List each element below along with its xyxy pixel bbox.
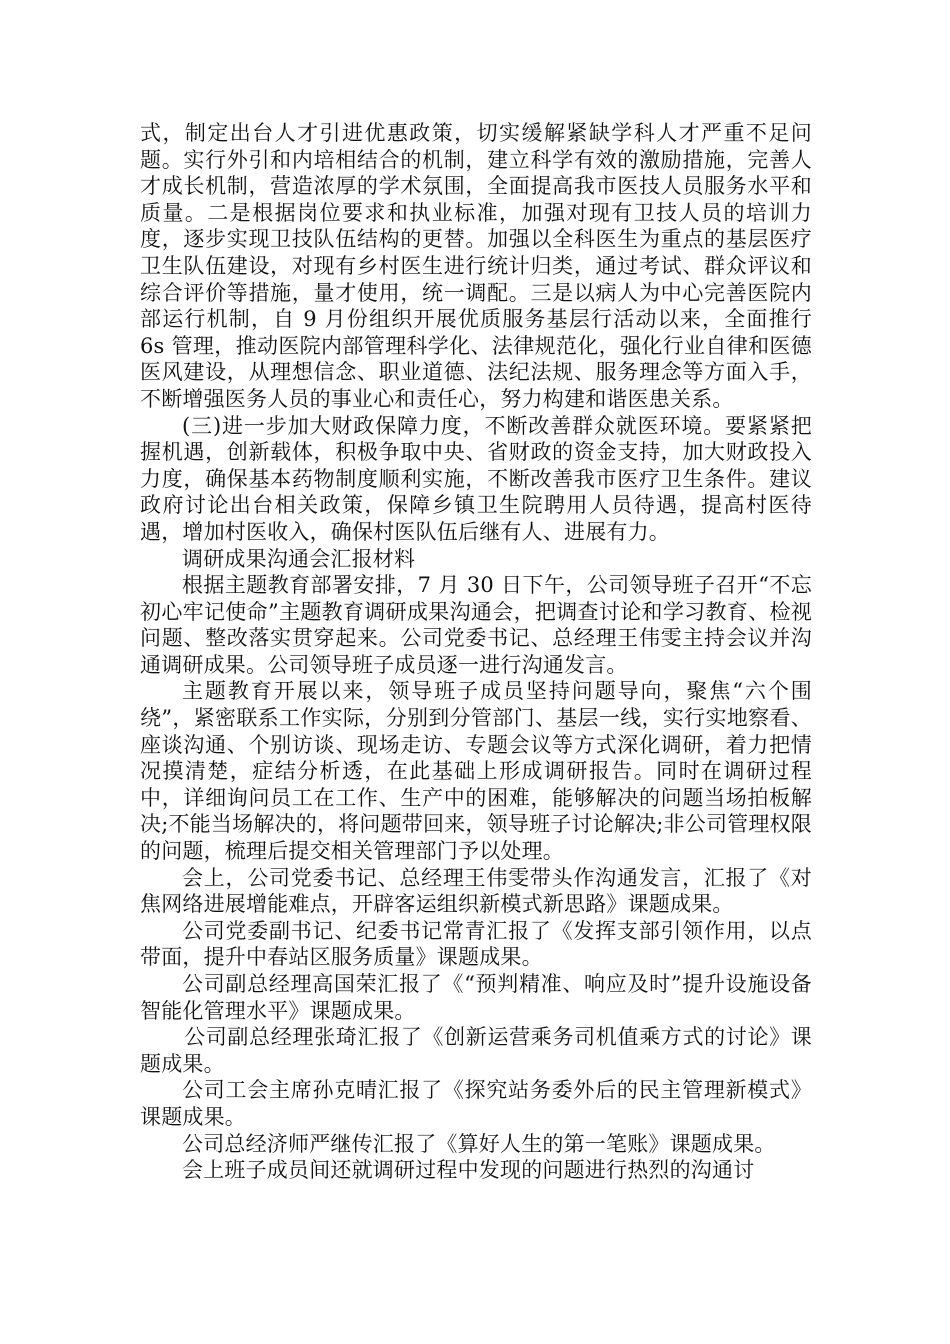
body-paragraph-9: 公司工会主席孙克晴汇报了《探究站务委外后的民主管理新模式》课题成果。 (140, 1078, 812, 1129)
body-paragraph-4: 主题教育开展以来，领导班子成员坚持问题导向，聚焦“六个围绕”，紧密联系工作实际，分别到分管部门、基层一线，实行实地察看、座谈沟通、个别访谈、现场走访、专题会议等方式深化调研，着力把情况摸清楚，症结分析透，在此基础上形成调研报告。同时在调研过程中，详细询问员工在工作、生产中的困难，能够解决的问题当场拍板解决;不能当场解决的，将问题带回来，领导班子讨论解决;非公司管理权限的问题，梳理后提交相关管理部门予以处理。 (140, 679, 812, 864)
body-paragraph-8: 公司副总经理张琦汇报了《创新运营乘务司机值乘方式的讨论》课题成果。 (140, 1025, 812, 1076)
body-paragraph-2: (三)进一步加大财政保障力度，不断改善群众就医环境。要紧紧把握机遇，创新载体，积极争取中央、省财政的资金支持，加大财政投入力度，确保基本药物制度顺利实施，不断改善我市医疗卫生条件。建议政府讨论出台相关政策，保障乡镇卫生院聘用人员待遇，提高村医待遇，增加村医收入，确保村医队伍后继有人、进展有力。 (140, 413, 812, 544)
body-paragraph-1: 式，制定出台人才引进优惠政策，切实缓解紧缺学科人才严重不足问题。实行外引和内培相结合的机制，建立科学有效的激励措施，完善人才成长机制，营造浓厚的学术氛围，全面提高我市医技人员服务水平和质量。二是根据岗位要求和执业标准，加强对现有卫技人员的培训力度，逐步实现卫技队伍结构的更替。加强以全科医生为重点的基层医疗卫生队伍建设，对现有乡村医生进行统计归类，通过考试、群众评议和综合评价等措施，量才使用，统一调配。三是以病人为中心完善医院内部运行机制，自 9 月份组织开展优质服务基层行活动以来，全面推行 6s 管理，推动医院内部管理科学化、法律规范化，强化行业自律和医德医风建设，从理想信念、职业道德、法纪法规、服务理念等方面入手，不断增强医务人员的事业心和责任心，努力构建和谐医患关系。 (140, 121, 812, 411)
body-paragraph-7: 公司副总经理高国荣汇报了《“预判精准、响应及时”提升设施设备智能化管理水平》课题成果。 (140, 972, 812, 1023)
document-page (140, 120, 812, 1184)
body-paragraph-11: 会上班子成员间还就调研过程中发现的问题进行热烈的沟通讨 (182, 1158, 755, 1183)
body-paragraph-10: 公司总经济师严继传汇报了《算好人生的第一笔账》课题成果。 (182, 1131, 776, 1156)
body-paragraph-6: 公司党委副书记、纪委书记常青汇报了《发挥支部引领作用，以点带面，提升中春站区服务质量》课题成果。 (140, 918, 812, 970)
section-heading: 调研成果沟通会汇报材料 (182, 546, 416, 571)
body-paragraph-3: 根据主题教育部署安排，7 月 30 日下午，公司领导班子召开“不忘初心牢记使命”主题教育调研成果沟通会，把调查讨论和学习教育、检视问题、整改落实贯穿起来。公司党委书记、总经理王伟雯主持会议并沟通调研成果。公司领导班子成员逐一进行沟通发言。 (140, 573, 812, 677)
body-paragraph-5: 会上，公司党委书记、总经理王伟雯带头作沟通发言，汇报了《对焦网络进展增能难点，开辟客运组织新模式新思路》课题成果。 (140, 865, 812, 917)
